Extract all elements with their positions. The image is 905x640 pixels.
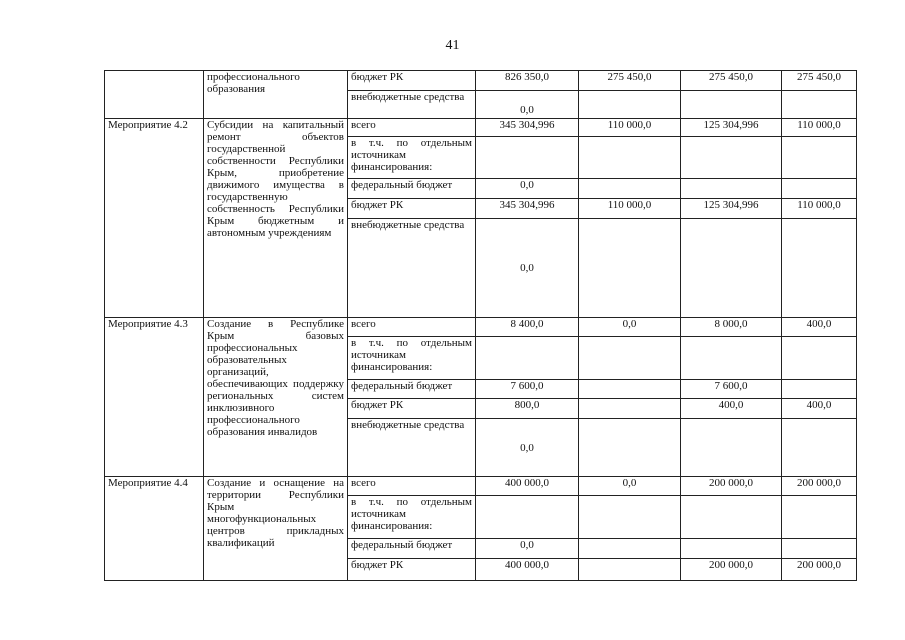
amount-cell: 400,0	[782, 399, 857, 419]
funding-source-cell: в т.ч. по отдельным источникам финансирования:	[348, 337, 476, 380]
amount-cell: 110 000,0	[782, 199, 857, 219]
amount-cell: 125 304,996	[681, 199, 782, 219]
amount-cell: 7 600,0	[681, 380, 782, 399]
amount-cell	[681, 539, 782, 559]
amount-cell: 400,0	[782, 318, 857, 337]
funding-source-cell: всего	[348, 318, 476, 337]
amount-cell	[782, 179, 857, 199]
amount-cell: 8 000,0	[681, 318, 782, 337]
amount-cell: 400 000,0	[476, 559, 579, 581]
budget-table	[104, 70, 857, 581]
amount-cell: 0,0	[476, 179, 579, 199]
funding-source-cell: в т.ч. по отдельным источникам финансирования:	[348, 496, 476, 539]
amount-cell	[579, 496, 681, 539]
amount-cell: 345 304,996	[476, 119, 579, 137]
budget-table-body	[105, 71, 857, 581]
page-number: 41	[445, 38, 460, 53]
amount-cell: 275 450,0	[579, 71, 681, 91]
amount-cell: 7 600,0	[476, 380, 579, 399]
amount-cell: 345 304,996	[476, 199, 579, 219]
funding-source-cell: бюджет РК	[348, 399, 476, 419]
funding-source-cell: всего	[348, 477, 476, 496]
amount-cell	[579, 137, 681, 179]
amount-cell	[476, 496, 579, 539]
funding-source-cell: внебюджетные средства	[348, 419, 476, 477]
funding-source-cell: бюджет РК	[348, 199, 476, 219]
table-row	[105, 477, 857, 496]
amount-cell: 200 000,0	[681, 559, 782, 581]
amount-cell	[579, 380, 681, 399]
amount-cell: 400 000,0	[476, 477, 579, 496]
table-row	[105, 318, 857, 337]
amount-cell	[681, 137, 782, 179]
amount-cell	[579, 539, 681, 559]
amount-cell: 200 000,0	[782, 477, 857, 496]
amount-cell: 125 304,996	[681, 119, 782, 137]
amount-cell: 0,0	[476, 219, 579, 318]
funding-source-cell: внебюджетные средства	[348, 219, 476, 318]
amount-cell	[681, 91, 782, 119]
amount-cell	[476, 337, 579, 380]
event-cell: Мероприятие 4.2	[105, 119, 204, 318]
amount-cell	[579, 179, 681, 199]
amount-cell: 826 350,0	[476, 71, 579, 91]
amount-cell	[579, 419, 681, 477]
funding-source-cell: бюджет РК	[348, 559, 476, 581]
amount-cell	[579, 559, 681, 581]
event-name-cell: Создание в Республике Крым базовых профессиональных образовательных организаций, обеспечивающих поддержку региональных систем инклюзивного профессионального образования инвалидов	[204, 318, 348, 477]
amount-cell: 275 450,0	[782, 71, 857, 91]
amount-cell: 400,0	[681, 399, 782, 419]
amount-cell	[579, 337, 681, 380]
amount-cell	[681, 496, 782, 539]
event-cell	[105, 71, 204, 119]
event-name-cell: Субсидии на капитальный ремонт объектов государственной собственности Республики Крым, приобретение движимого имущества в государственную собственность Республики Крым бюджетным и автономным учреждениям	[204, 119, 348, 318]
amount-cell	[681, 337, 782, 380]
event-name-cell: Создание и оснащение на территории Республики Крым многофункциональных центров прикладных квалификаций	[204, 477, 348, 581]
amount-cell: 0,0	[579, 477, 681, 496]
amount-cell: 200 000,0	[681, 477, 782, 496]
funding-source-cell: бюджет РК	[348, 71, 476, 91]
amount-cell	[782, 219, 857, 318]
table-row	[105, 119, 857, 137]
amount-cell: 110 000,0	[782, 119, 857, 137]
amount-cell	[681, 179, 782, 199]
funding-source-cell: федеральный бюджет	[348, 179, 476, 199]
amount-cell: 0,0	[476, 419, 579, 477]
amount-cell	[681, 219, 782, 318]
amount-cell	[782, 380, 857, 399]
amount-cell: 110 000,0	[579, 199, 681, 219]
funding-source-cell: в т.ч. по отдельным источникам финансирования:	[348, 137, 476, 179]
amount-cell	[681, 419, 782, 477]
funding-source-cell: федеральный бюджет	[348, 539, 476, 559]
event-cell: Мероприятие 4.4	[105, 477, 204, 581]
amount-cell	[782, 419, 857, 477]
amount-cell: 0,0	[476, 539, 579, 559]
amount-cell: 800,0	[476, 399, 579, 419]
amount-cell: 0,0	[476, 91, 579, 119]
amount-cell	[782, 337, 857, 380]
amount-cell	[579, 399, 681, 419]
amount-cell	[476, 137, 579, 179]
event-cell: Мероприятие 4.3	[105, 318, 204, 477]
funding-source-cell: всего	[348, 119, 476, 137]
amount-cell	[782, 539, 857, 559]
amount-cell: 200 000,0	[782, 559, 857, 581]
funding-source-cell: федеральный бюджет	[348, 380, 476, 399]
amount-cell: 0,0	[579, 318, 681, 337]
amount-cell: 275 450,0	[681, 71, 782, 91]
amount-cell: 8 400,0	[476, 318, 579, 337]
amount-cell	[782, 137, 857, 179]
amount-cell	[782, 91, 857, 119]
amount-cell	[782, 496, 857, 539]
amount-cell	[579, 91, 681, 119]
amount-cell	[579, 219, 681, 318]
funding-source-cell: внебюджетные средства	[348, 91, 476, 119]
amount-cell: 110 000,0	[579, 119, 681, 137]
event-name-cell: профессионального образования	[204, 71, 348, 119]
table-row	[105, 71, 857, 91]
